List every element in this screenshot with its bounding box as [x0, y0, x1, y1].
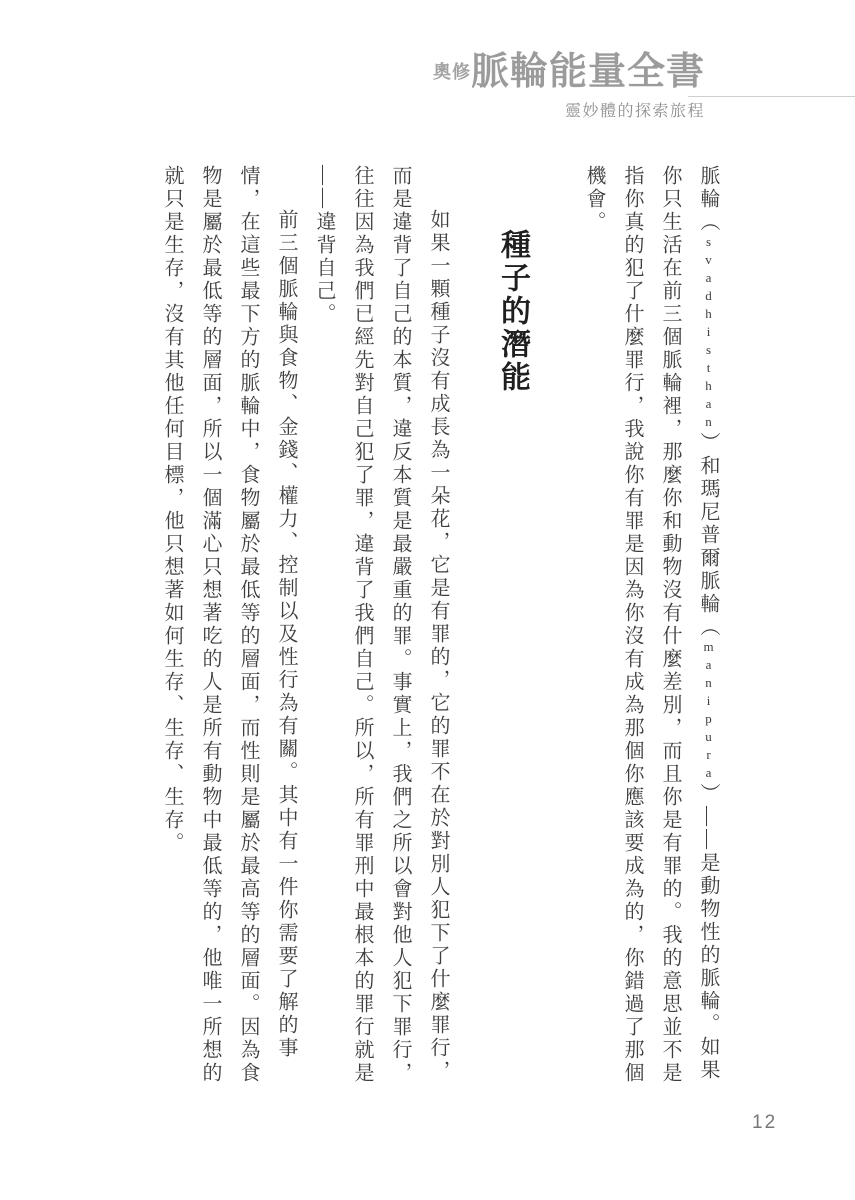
paragraph-intro: 脈輪（svadhisthan）和瑪尼普爾脈輪（manipura）——是動物性的脈輪。如果你只生活在前三個脈輪裡，那麼你和動物沒有什麼差別，而且你是有罪的。我的意思並不是指你真的犯了什麼罪行，我說你有罪是因為你沒有成為那個你應該要成為的，你錯過了那個機會。: [583, 165, 719, 1085]
header-title-block: [433, 50, 705, 121]
paragraph-three-chakras: 前三個脈輪與食物、金錢、權力、控制以及性行為有關。其中有一件你需要了解的事情，在這些最下方的脈輪中，食物屬於最低等的層面，而性則是屬於最高等的層面。因為食物是屬於最低等的層面，所以一個滿心只想著吃的人是所有動物中最低等的，他唯一所想的就只是生存，沒有其他任何目標，他只想著如何生存、生存、生存。: [161, 165, 297, 1085]
page-number: 12: [752, 1112, 778, 1133]
book-author: 奧修: [432, 62, 471, 82]
section-heading: 種子的潛能: [496, 229, 529, 394]
paragraph-seed: 如果一顆種子沒有成長為一朵花，它是有罪的，它的罪不在於對別人犯下了什麼罪行，而是違背了自己的本質，違反本質是最嚴重的罪。事實上，我們之所以會對他人犯下罪行，往往因為我們已經先對自己犯了罪，違背了我們自己。所以，所有罪刑中最根本的罪行就是——違背自己。: [313, 165, 449, 1085]
book-subtitle: 靈妙體的探索旅程: [564, 102, 705, 120]
page-body: [153, 165, 727, 1100]
header-rule-line: [688, 96, 855, 97]
book-title: 脈輪能量全書: [470, 51, 705, 93]
header-title-row: [433, 50, 705, 96]
